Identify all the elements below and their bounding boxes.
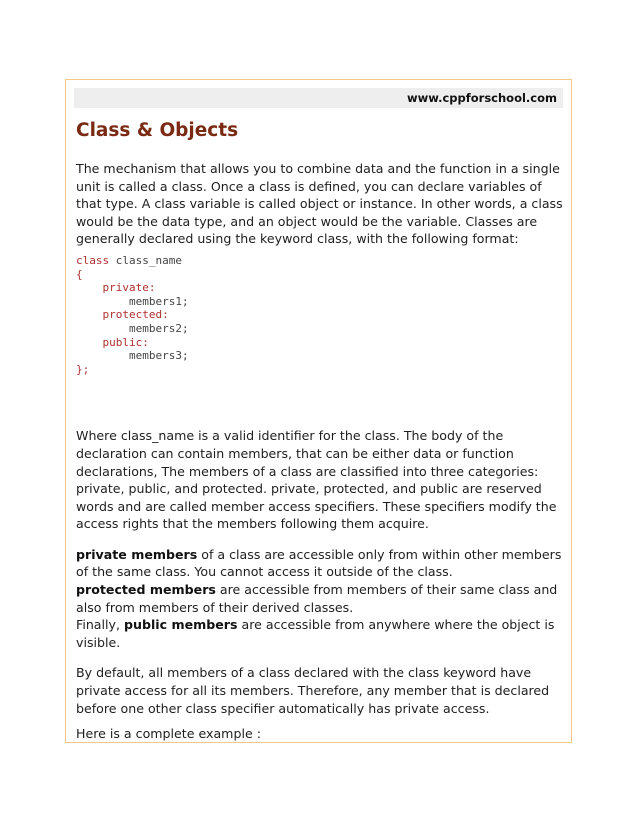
- public-members-label: public members: [123, 617, 238, 633]
- code-member-2: members2;: [128, 321, 189, 335]
- site-url: www.cppforschool.com: [406, 91, 557, 105]
- page-frame: [65, 79, 572, 743]
- code-block: class class_name { private: members1; protected: members2; public: members3; };: [76, 253, 189, 376]
- code-keyword-private: private: [102, 281, 149, 295]
- code-keyword-protected: protected: [102, 308, 163, 322]
- code-member-3: members3;: [128, 349, 189, 363]
- default-access-paragraph: By default, all members of a class declared with the class keyword have private access for all its members. Therefore, any member that is declared before one other class specifier automatically has private access.: [76, 665, 550, 716]
- site-header: [74, 88, 563, 108]
- code-keyword-class: class: [76, 253, 110, 267]
- public-members-prefix: Finally,: [76, 617, 124, 633]
- private-members-label: private members: [76, 546, 198, 562]
- page-title: Class & Objects: [76, 120, 239, 141]
- intro-paragraph: The mechanism that allows you to combine data and the function in a single unit is called a class. Once a class is defined, you can declare variables of that type. A class variable is called object or instance. In other words, a class would be the data type, and an object would be the variable. Classes are generally declared using the keyword class, with the following format:: [76, 161, 563, 247]
- code-keyword-public: public: [102, 335, 143, 349]
- private-members-text: of a class are accessible only from within other members of the same class. You cannot access it outside of the class.: [76, 546, 562, 580]
- protected-members-text: are accessible from members of their same class and also from members of their derived classes.: [76, 582, 558, 615]
- explanation-paragraph: Where class_name is a valid identifier for the class. The body of the declaration can contain members, that can be either data or function declarations, The members of a class are classified into three categories: private, public, and protected. private, protected, and public are reserved words and are called member access specifiers. These specifiers modify the access rights that the members following them acquire.: [76, 428, 557, 532]
- access-specifiers-paragraph: [76, 546, 563, 652]
- code-member-1: members1;: [128, 294, 189, 308]
- code-class-name: class_name: [109, 253, 182, 267]
- protected-members-label: protected members: [76, 582, 216, 598]
- code-open-brace: {: [76, 267, 83, 281]
- code-close-brace: };: [76, 362, 90, 376]
- public-members-text: are accessible from anywhere where the object is visible.: [76, 617, 555, 650]
- example-intro: Here is a complete example :: [76, 726, 261, 742]
